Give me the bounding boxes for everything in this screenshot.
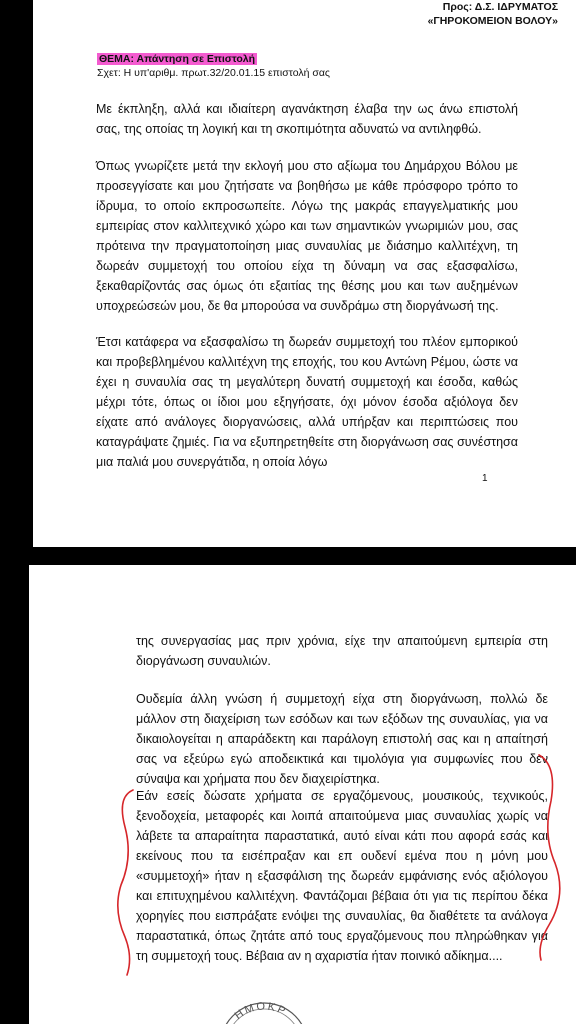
- paragraph: Έτσι κατάφερα να εξασφαλίσω τη δωρεάν συμμετοχή του πλέον εμπορικού και προβεβλημένου καλλιτέχνη της εποχής, του κου Αντώνη Ρέμου, ώστε να έχει η συναυλία σας τη μεγαλύτερη δυνατή συμμετοχή και έσοδα, καθώς μέχρι τότε, όπως οι ίδιοι μου εξηγήσατε, όχι μόνον έσοδα αξιόλογα δεν είχατε από ανάλογες διοργανώσεις, αλλά υπήρξαν και περιπτώσεις που καταγράψατε ζημιές. Για να εξυπηρετηθείτε στη διοργάνωση σας συνέστησα μια παλιά μου συνεργάτιδα, η οποία λόγω: [96, 335, 518, 469]
- letter-page-2: [29, 565, 576, 1024]
- right-bracket-mark: [539, 755, 560, 960]
- seal-text: ΗΜΟΚΡ: [232, 1000, 289, 1023]
- letter-page-1: [33, 0, 576, 547]
- paragraph: της συνεργασίας μας πριν χρόνια, είχε την απαιτούμενη εμπειρία στη διοργάνωση συναυλιών.: [136, 634, 548, 668]
- subject-label: ΘΕΜΑ:: [99, 53, 134, 65]
- reference-line: Σχετ: Η υπ'αριθμ. πρωτ.32/20.01.15 επιστολή σας: [97, 67, 330, 79]
- page-number: 1: [482, 473, 488, 484]
- recipient-block: [428, 0, 558, 28]
- recipient-line-2: «ΓΗΡΟΚΟΜΕΙΟΝ ΒΟΛΟΥ»: [427, 15, 558, 27]
- recipient-line-1: Προς: Δ.Σ. ΙΔΡΥΜΑΤΟΣ: [442, 1, 558, 13]
- handwritten-bracket-marks: [29, 565, 576, 1024]
- paragraph: Με έκπληξη, αλλά και ιδιαίτερη αγανάκτηση έλαβα την ως άνω επιστολή σας, της οποίας τη λογική και τη σκοπιμότητα αδυνατώ να αντιληφθώ.: [96, 102, 518, 136]
- paragraph: Ουδεμία άλλη γνώση ή συμμετοχή είχα στη διοργάνωση, πολλώ δε μάλλον στη διαχείριση των εσόδων και των εξόδων της συναυλίας, για να δικαιολογείται η απαράδεκτη και παράλογη επιστολή σας και η απαίτησή σας να εξεύρω εγώ αποδεικτικά και τιμολόγια για συμφωνίες που δεν σύναψα και χρήματα που δεν διαχειρίστηκα.: [136, 692, 548, 786]
- highlighted-paragraph: Εάν εσείς δώσατε χρήματα σε εργαζόμενους, μουσικούς, τεχνικούς, ξενοδοχεία, μεταφορές και λοιπά απαιτούμενα μιας συναυλίας χωρίς να λάβετε τα απαραίτητα παραστατικά, αυτό είναι κάτι που αφορά εσάς και εκείνους που τα εισέπραξαν και επ ουδενί εμένα που η μόνη μου «συμμετοχή» ήταν η εξασφάλιση της δωρεάν εμφάνισης ενός αξιόλογου και επιτυχημένου καλλιτέχνη. Φαντάζομαι βέβαια ότι για τις περίπου δέκα χορηγίες που εισπράξατε ενόψει της συναυλίας, θα διαθέτετε τα ανάλογα παραστατικά, όπως ζητάτε από τους εργαζόμενους που πληρώθηκαν για τη συμμετοχή τους. Βέβαια αν η αχαριστία ήταν ποινικό αδίκημα....: [136, 789, 548, 963]
- subject-line: [97, 53, 257, 65]
- left-bracket-mark: [118, 790, 133, 975]
- svg-text:ΗΜΟΚΡ: [233, 1000, 289, 1022]
- paragraph: Όπως γνωρίζετε μετά την εκλογή μου στο αξίωμα του Δημάρχου Βόλου με προσεγγίσατε και μου ζητήσατε να βοηθήσω με κάθε πρόσφορο τρόπο το ίδρυμα, το οποίο εκπροσωπείτε. Λόγω της μακράς επαγγελματικής μου εμπειρίας στον καλλιτεχνικό χώρο και των σημαντικών γνωριμιών μου, σας πρότεινα την πραγματοποίηση μιας συναυλίας με διάσημο καλλιτέχνη, τη δωρεάν συμμετοχή του οποίου είχα τη δύναμη να σας εξασφαλίσω, ξεκαθαρίζοντάς σας όμως ότι εξαιτίας της θέσης μου και των αυξημένων υποχρεώσεών μου, δε θα μπορούσα να συνδράμω στη διοργάνωσή της.: [96, 159, 518, 313]
- subject-text: Απάντηση σε Επιστολή: [136, 53, 256, 65]
- stamp-seal: [209, 999, 319, 1024]
- subject-highlight: [97, 53, 257, 65]
